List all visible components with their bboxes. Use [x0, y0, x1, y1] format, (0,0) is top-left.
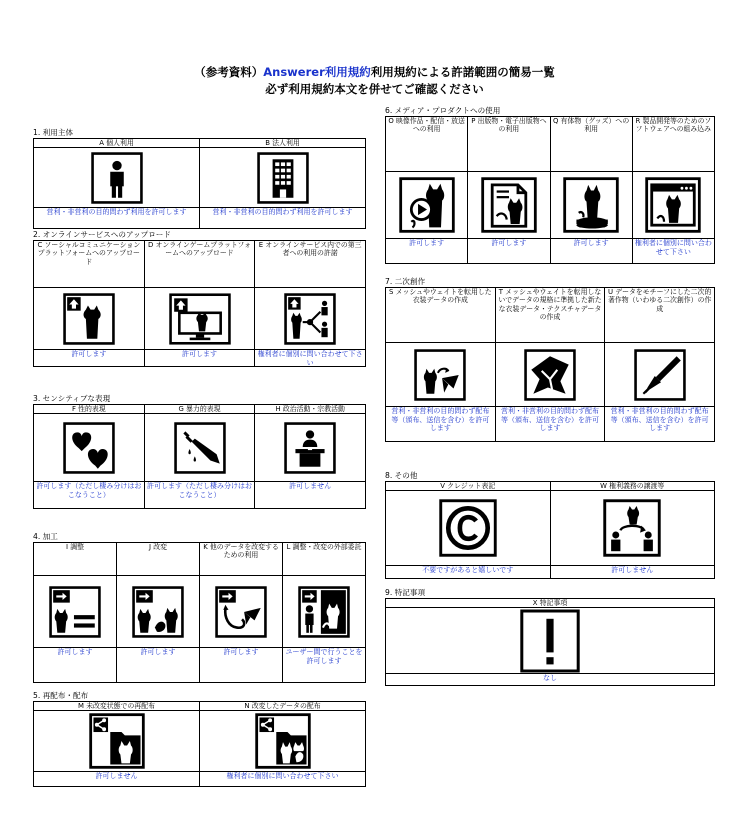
- section-title: 6. メディア・プロダクトへの使用: [385, 106, 501, 115]
- building-icon: [257, 152, 309, 204]
- item-political-religious: [254, 405, 365, 508]
- item-header: Q 有体物（グッズ）への利用: [551, 117, 632, 172]
- section-usage-subject: [33, 127, 366, 229]
- item-header: D オンラインゲームプラットフォームへのアップロード: [145, 241, 255, 288]
- item-header: N 改変したデータの配布: [200, 702, 365, 711]
- item-header: S メッシュやウェイトを転用した衣装データの作成: [386, 288, 495, 343]
- item-footer: 許可します（ただし棲み分けはおこなうこと）: [36, 482, 142, 499]
- figure-cat-icon: [563, 177, 619, 233]
- item-publications: [467, 117, 549, 263]
- item-header: L 調整・改変の外部委託: [283, 543, 365, 576]
- item-sexual-expression: [34, 405, 144, 508]
- section-title: 2. オンラインサービスへのアップロード: [33, 230, 171, 239]
- knife-icon: [174, 422, 226, 474]
- adjust-equal-icon: [49, 586, 101, 638]
- section-title: 8. その他: [385, 471, 418, 480]
- item-outsourcing: [282, 543, 365, 682]
- item-footer: 許可しません: [95, 772, 138, 780]
- item-header: K 他のデータを改変するための利用: [200, 543, 282, 576]
- exclamation-icon: [520, 609, 580, 673]
- section-title: 4. 加工: [33, 532, 58, 541]
- document-cat-icon: [481, 177, 537, 233]
- upload-monitor-cat-icon: [169, 293, 231, 345]
- item-header: M 未改変状態での再配布: [34, 702, 199, 711]
- section-title: 1. 利用主体: [33, 128, 74, 137]
- item-footer: 権利者に個別に問い合わせて下さい: [634, 239, 712, 256]
- item-social-upload: [34, 241, 144, 366]
- section-redistribution: [33, 690, 366, 787]
- section-online-upload: [33, 229, 366, 367]
- item-footer: 許可します: [573, 239, 609, 247]
- item-footer: ユーザー間で行うことを許可します: [285, 648, 363, 665]
- item-header: X 特記事項: [386, 599, 714, 608]
- item-rights-transfer: [550, 482, 715, 578]
- item-outfit-new-data: [495, 288, 605, 441]
- share-folder-cat-icon: [88, 713, 146, 769]
- item-header: J 改変: [117, 543, 199, 576]
- item-personal-use: [34, 139, 199, 228]
- modify-other-icon: [215, 586, 267, 638]
- outsource-icon: [298, 586, 350, 638]
- item-special-note: [386, 599, 714, 685]
- share-folder-cats-icon: [254, 713, 312, 769]
- cloth-icon: [524, 349, 576, 401]
- item-third-party-license: [254, 241, 365, 366]
- item-header: C ソーシャルコミュニケーションプラットフォームへのアップロード: [34, 241, 144, 288]
- section-processing: [33, 531, 366, 683]
- item-redistribute-unmodified: [34, 702, 199, 786]
- item-adjust: [34, 543, 116, 682]
- section-title: 5. 再配布・配布: [33, 691, 89, 700]
- item-header: A 個人利用: [34, 139, 199, 148]
- modify-cats-icon: [132, 586, 184, 638]
- hearts-icon: [63, 422, 115, 474]
- section-title: 9. 特記事項: [385, 588, 426, 597]
- section-derivative-works: [385, 276, 715, 442]
- section-media-products: [385, 105, 715, 264]
- item-goods: [550, 117, 632, 263]
- page-title: （参考資料）Answerer利用規約利用規約による許諾範囲の簡易一覧: [194, 65, 555, 79]
- item-footer: 許可しません: [611, 566, 654, 574]
- item-footer: 許可します: [57, 648, 93, 656]
- podium-icon: [284, 422, 336, 474]
- item-header: P 出版物・電子出版物への利用: [468, 117, 549, 172]
- section-special-notes: [385, 587, 715, 686]
- cat-cloth-icon: [414, 349, 466, 401]
- item-header: E オンラインサービス内での第三者への利用の許諾: [255, 241, 365, 288]
- item-footer: 許可します: [409, 239, 445, 247]
- item-fan-work: [604, 288, 714, 441]
- item-footer: 営利・非営利の目的問わず配布等（頒布、送信を含む）を許可します: [391, 407, 490, 433]
- transfer-icon: [603, 499, 661, 557]
- section-title: 7. 二次創作: [385, 277, 426, 286]
- item-distribute-modified: [199, 702, 365, 786]
- section-sensitive-expression: [33, 393, 366, 509]
- page-subtitle: 必ず利用規約本文を併せてご確認ください: [265, 82, 484, 96]
- item-modify: [116, 543, 199, 682]
- software-window-cat-icon: [645, 177, 701, 233]
- item-footer: 営利・非営利の目的問わず配布等（頒布、送信を含む）を許可します: [501, 407, 599, 433]
- item-outfit-with-mesh: [386, 288, 495, 441]
- item-footer: 権利者に個別に問い合わせて下さい: [257, 350, 363, 366]
- item-header: V クレジット表記: [386, 482, 550, 491]
- section-other: [385, 470, 715, 579]
- item-header: O 映像作品・配信・放送への利用: [386, 117, 467, 172]
- copyright-icon: [439, 499, 497, 557]
- item-corporate-use: [199, 139, 365, 228]
- item-header: G 暴力的表現: [145, 405, 255, 414]
- pen-icon: [634, 349, 686, 401]
- item-footer: 許可しません: [289, 482, 332, 490]
- section-title: 3. センシティブな表現: [33, 394, 111, 403]
- item-footer: 許可します: [223, 648, 259, 656]
- item-footer: 許可します: [71, 350, 107, 358]
- item-violent-expression: [144, 405, 255, 508]
- terms-link[interactable]: Answerer利用規約: [263, 65, 371, 79]
- item-footer: 営利・非営利の目的問わず配布等（頒布、送信を含む）を許可します: [610, 407, 709, 433]
- item-header: B 法人利用: [200, 139, 365, 148]
- item-modify-other-data: [199, 543, 282, 682]
- item-game-upload: [144, 241, 255, 366]
- item-header: R 製品開発等のためのソフトウェアへの組み込み: [633, 117, 714, 172]
- upload-cat-icon: [63, 293, 115, 345]
- item-footer: 許可します（ただし棲み分けはおこなうこと）: [147, 482, 252, 499]
- video-cat-icon: [399, 177, 455, 233]
- item-header: H 政治活動・宗教活動: [255, 405, 365, 414]
- item-footer: 営利・非営利の目的問わず利用を許可します: [212, 208, 353, 216]
- item-credit: [386, 482, 550, 578]
- item-header: W 権利義務の譲渡等: [551, 482, 715, 491]
- item-footer: 許可します: [491, 239, 527, 247]
- item-footer: 権利者に個別に問い合わせて下さい: [226, 772, 339, 780]
- item-header: T メッシュやウェイトを転用しないでデータの規格に準拠した新たな衣装データ・テクスチャデータの作成: [496, 288, 605, 343]
- item-header: I 調整: [34, 543, 116, 576]
- item-header: U データをモチーフにした二次的著作物（いわゆる二次創作）の作成: [605, 288, 714, 343]
- item-software: [632, 117, 714, 263]
- item-footer: 不要ですがあると嬉しいです: [422, 566, 514, 574]
- share-users-icon: [284, 293, 336, 345]
- item-footer: 営利・非営利の目的問わず利用を許可します: [46, 208, 187, 216]
- item-header: F 性的表現: [34, 405, 144, 414]
- person-icon: [91, 152, 143, 204]
- item-footer: 許可します: [182, 350, 217, 358]
- item-video-broadcast: [386, 117, 467, 263]
- item-footer: 許可します: [140, 648, 176, 656]
- item-footer: なし: [543, 674, 557, 682]
